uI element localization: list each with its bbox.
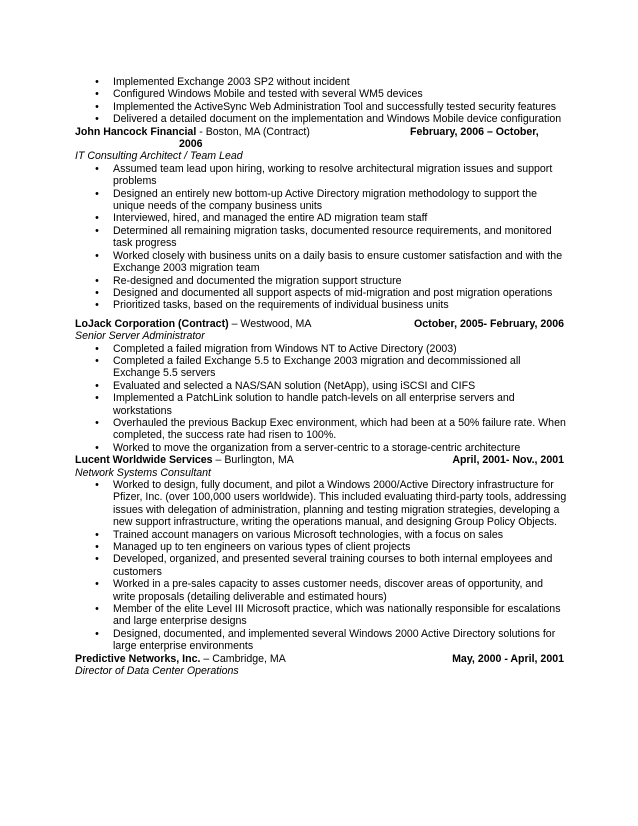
bullet-text: Evaluated and selected a NAS/SAN solution (NetApp), using iSCSI and CIFS	[113, 379, 476, 392]
bullet-text: Implemented Exchange 2003 SP2 without incident	[113, 76, 350, 88]
bullet-text: Determined all remaining migration tasks, documented resource requirements, and monitored task progress	[113, 224, 552, 250]
bullet-dot: •	[95, 603, 99, 616]
bullet-item	[75, 541, 567, 553]
job-role: Senior Server Administrator	[75, 330, 205, 343]
job-dates-line1: February, 2006 – October,	[410, 125, 539, 138]
bullet-text: Worked closely with business units on a daily basis to ensure customer satisfaction and with the Exchange 2003 migration team	[113, 249, 563, 275]
bullet-item	[75, 299, 567, 311]
job-dates-line2: 2006	[179, 138, 203, 151]
job-john-hancock	[75, 126, 567, 312]
job-dates: May, 2000 - April, 2001	[452, 652, 564, 665]
company-name: Lucent Worldwide Services	[75, 454, 213, 467]
bullet-item	[75, 188, 567, 213]
bullet-item	[75, 212, 567, 224]
company-location: – Cambridge, MA	[200, 652, 286, 665]
bullet-dot: •	[95, 76, 99, 88]
company-name: Predictive Networks, Inc.	[75, 652, 201, 665]
bullet-text: Completed a failed migration from Windows NT to Active Directory (2003)	[113, 342, 457, 355]
job-role: Director of Data Center Operations	[75, 665, 239, 678]
bullet-text: Interviewed, hired, and managed the entire AD migration team staff	[113, 212, 428, 225]
bullet-item	[75, 163, 567, 188]
bullet-item	[75, 101, 567, 113]
company-location: – Westwood, MA	[228, 317, 312, 330]
bullet-text: Designed, documented, and implemented several Windows 2000 Active Directory solutions for large enterprise environments	[113, 627, 556, 653]
job-dates: April, 2001- Nov., 2001	[452, 454, 564, 467]
bullet-text: Prioritized tasks, based on the requirements of individual business units	[113, 299, 449, 312]
job-bullets	[75, 343, 567, 455]
bullet-dot: •	[95, 88, 99, 101]
bullet-text: Re-designed and documented the migration support structure	[113, 274, 402, 287]
bullet-text: Completed a failed Exchange 5.5 to Exchange 2003 migration and decommissioned all Exchange 5.5 servers	[113, 354, 521, 380]
bullet-dot: •	[95, 249, 99, 262]
company-location: - Boston, MA (Contract)	[196, 125, 310, 138]
job-bullets	[75, 163, 567, 312]
bullet-item	[75, 553, 567, 578]
bullet-dot: •	[95, 354, 99, 367]
bullet-text: Implemented a PatchLink solution to handle patch-levels on all enterprise servers and workstations	[113, 392, 515, 417]
job-header	[75, 318, 567, 330]
bullet-text: Worked to design, fully document, and pilot a Windows 2000/Active Directory infrastructure for Pfizer, Inc. (over 100,000 users worldwide). This included evaluating third-party tools, addressing issues with delegation of administration, planning and testing migration strategies, developing a new support infrastructure, writing the operations manual, and designing Group Policy Objects.	[113, 479, 567, 529]
bullet-dot: •	[95, 541, 99, 554]
job-header	[75, 454, 567, 466]
bullet-item	[75, 76, 567, 88]
bullet-dot: •	[95, 392, 99, 405]
bullet-item	[75, 343, 567, 355]
job-lojack	[75, 318, 567, 454]
bullet-dot: •	[95, 528, 99, 541]
bullet-dot: •	[95, 187, 99, 200]
bullet-item	[75, 603, 567, 628]
company-name: John Hancock Financial	[75, 125, 197, 138]
bullet-dot: •	[95, 212, 99, 225]
bullet-dot: •	[95, 379, 99, 392]
bullet-item	[75, 113, 567, 125]
bullet-item	[75, 479, 567, 529]
bullet-item	[75, 275, 567, 287]
bullet-text: Implemented the ActiveSync Web Administration Tool and successfully tested security features	[113, 100, 557, 113]
company-location: – Burlington, MA	[212, 454, 294, 467]
job-header	[75, 126, 567, 138]
bullet-dot: •	[95, 342, 99, 355]
resume-page	[75, 76, 567, 678]
bullet-dot: •	[95, 441, 99, 454]
bullet-item	[75, 628, 567, 653]
bullet-text: Worked to move the organization from a server-centric to a storage-centric architecture	[113, 441, 521, 454]
job-dates: October, 2005- February, 2006	[414, 317, 564, 330]
bullet-item	[75, 355, 567, 380]
job-lucent	[75, 454, 567, 653]
bullet-text: Managed up to ten engineers on various types of client projects	[113, 541, 411, 554]
prior-job-bullets	[75, 76, 567, 126]
bullet-item	[75, 287, 567, 299]
bullet-item	[75, 88, 567, 100]
job-bullets	[75, 479, 567, 653]
bullet-dot: •	[95, 479, 99, 491]
bullet-text: Member of the elite Level III Microsoft practice, which was nationally responsible for escalations and large enterprise designs	[113, 603, 561, 628]
bullet-dot: •	[95, 627, 99, 640]
bullet-text: Overhauled the previous Backup Exec environment, which had been at a 50% failure rate. When completed, the success rate had risen to 100%.	[113, 416, 566, 442]
bullet-text: Assumed team lead upon hiring, working to resolve architectural migration issues and support problems	[113, 162, 553, 188]
job-role: Network Systems Consultant	[75, 466, 212, 479]
bullet-dot: •	[95, 553, 99, 566]
bullet-text: Delivered a detailed document on the implementation and Windows Mobile device configuration	[113, 113, 562, 126]
job-dates	[410, 126, 570, 138]
job-role: IT Consulting Architect / Team Lead	[75, 150, 243, 163]
bullet-text: Designed an entirely new bottom-up Active Directory migration methodology to support the unique needs of the company business units	[113, 187, 537, 213]
bullet-item	[75, 392, 567, 417]
bullet-dot: •	[95, 113, 99, 126]
bullet-dot: •	[95, 224, 99, 237]
company-name: LoJack Corporation (Contract)	[75, 317, 229, 330]
bullet-item	[75, 250, 567, 275]
bullet-item	[75, 225, 567, 250]
bullet-text: Worked in a pre-sales capacity to asses customer needs, discover areas of opportunity, and write proposals (detailing deliverable and estimated hours)	[113, 578, 544, 603]
bullet-item	[75, 417, 567, 442]
bullet-dot: •	[95, 274, 99, 287]
bullet-dot: •	[95, 162, 99, 175]
bullet-text: Developed, organized, and presented several training courses to both internal employees and customers	[113, 553, 553, 578]
bullet-dot: •	[95, 299, 99, 312]
bullet-dot: •	[95, 100, 99, 113]
bullet-item	[75, 578, 567, 603]
bullet-item	[75, 380, 567, 392]
bullet-text: Configured Windows Mobile and tested with several WM5 devices	[113, 88, 423, 101]
bullet-dot: •	[95, 286, 99, 299]
bullet-item	[75, 529, 567, 541]
bullet-text: Trained account managers on various Microsoft technologies, with a focus on sales	[113, 528, 504, 541]
bullet-text: Designed and documented all support aspects of mid-migration and post migration operations	[113, 286, 553, 299]
bullet-dot: •	[95, 416, 99, 429]
job-predictive-networks	[75, 653, 567, 678]
bullet-dot: •	[95, 578, 99, 591]
job-header	[75, 653, 567, 665]
bullet-item	[75, 442, 567, 454]
